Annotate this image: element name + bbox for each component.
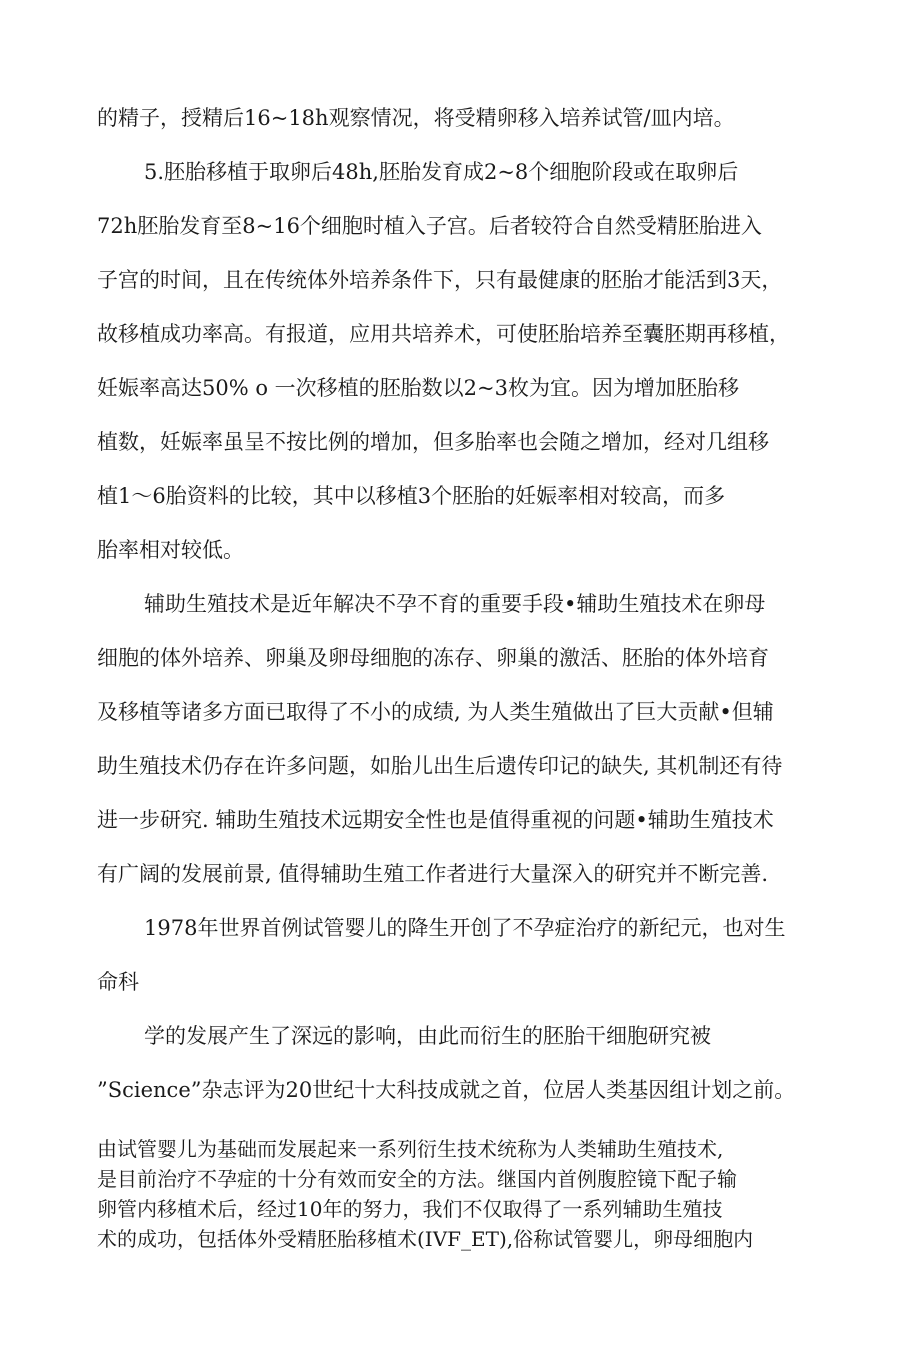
- text-line: 的精子，授精后16~18h观察情况，将受精卵移入培养试管/皿内培。: [97, 106, 735, 130]
- text-line: 学的发展产生了深远的影响，由此而衍生的胚胎干细胞研究被: [144, 1024, 711, 1048]
- text-line: 有广阔的发展前景, 值得辅助生殖工作者进行大量深入的研究并不断完善.: [97, 862, 769, 886]
- text-line: 命科: [97, 970, 139, 994]
- text-line: 胎率相对较低。: [97, 538, 244, 562]
- text-line: 5.胚胎移植于取卵后48h,胚胎发育成2~8个细胞阶段或在取卵后: [144, 160, 739, 184]
- text-line: 72h胚胎发育至8~16个细胞时植入子宫。后者较符合自然受精胚胎进入: [97, 214, 762, 238]
- text-line: 及移植等诸多方面已取得了不小的成绩, 为人类生殖做出了巨大贡献•但辅: [97, 700, 774, 724]
- text-line: ”Science”杂志评为20世纪十大科技成就之首，位居人类基因组计划之前。: [97, 1078, 796, 1102]
- text-line: 卵管内移植术后，经过10年的努力，我们不仅取得了一系列辅助生殖技: [97, 1197, 723, 1221]
- text-line: 故移植成功率高。有报道，应用共培养术，可使胚胎培养至囊胚期再移植，: [97, 322, 790, 346]
- text-line: 术的成功，包括体外受精胚胎移植术(IVF_ET),俗称试管婴儿，卵母细胞内: [97, 1227, 754, 1251]
- text-line: 妊娠率高达50% o 一次移植的胚胎数以2~3枚为宜。因为增加胚胎移: [97, 376, 739, 400]
- text-line: 细胞的体外培养、卵巢及卵母细胞的冻存、卵巢的激活、胚胎的体外培育: [97, 646, 769, 670]
- text-line: 进一步研究. 辅助生殖技术远期安全性也是值得重视的问题•辅助生殖技术: [97, 808, 774, 832]
- text-line: 子宫的时间，且在传统体外培养条件下，只有最健康的胚胎才能活到3天，: [97, 268, 783, 292]
- text-line: 植1～6胎资料的比较，其中以移植3个胚胎的妊娠率相对较高，而多: [97, 484, 726, 508]
- text-line: 植数，妊娠率虽呈不按比例的增加，但多胎率也会随之增加，经对几组移: [97, 430, 769, 454]
- text-line: 是目前治疗不孕症的十分有效而安全的方法。继国内首例腹腔镜下配子输: [97, 1167, 737, 1191]
- text-line: 辅助生殖技术是近年解决不孕不育的重要手段•辅助生殖技术在卵母: [144, 592, 766, 616]
- text-line: 助生殖技术仍存在许多问题，如胎儿出生后遗传印记的缺失, 其机制还有待: [97, 754, 783, 778]
- text-line: 由试管婴儿为基础而发展起来一系列衍生技术统称为人类辅助生殖技术,: [97, 1137, 724, 1161]
- text-line: 1978年世界首例试管婴儿的降生开创了不孕症治疗的新纪元，也对生: [144, 916, 786, 940]
